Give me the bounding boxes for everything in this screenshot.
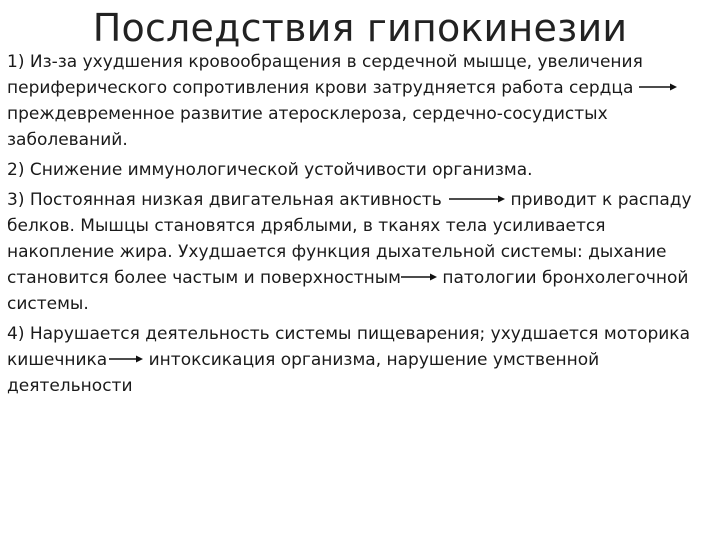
slide-content (7, 49, 712, 403)
text-segment: кишечника (7, 350, 108, 370)
text-segment: патологии бронхолегочной (437, 268, 689, 288)
point-3 (7, 187, 712, 317)
text-segment: периферического сопротивления крови затрудняется работа сердца (7, 78, 639, 98)
text-segment: становится более частым и поверхностным (7, 268, 401, 288)
slide-title: Последствия гипокинезии (92, 6, 628, 50)
point-4 (7, 321, 712, 399)
right-arrow-icon (401, 273, 437, 281)
text-line (7, 265, 712, 291)
text-segment: интоксикация организма, нарушение умственной (143, 350, 600, 370)
point-2 (7, 157, 712, 183)
text-line: заболеваний. (7, 130, 128, 150)
right-arrow-icon (107, 355, 143, 363)
text-line: системы. (7, 294, 89, 314)
right-arrow-icon (639, 83, 677, 91)
text-line: преждевременное развитие атеросклероза, сердечно-сосудистых (7, 104, 608, 124)
text-segment: 3) Постоянная низкая двигательная активность (7, 190, 448, 210)
right-arrow-icon (447, 195, 505, 203)
text-line: накопление жира. Ухудшается функция дыхательной системы: дыхание (7, 242, 667, 262)
text-segment: приводит к распаду (505, 190, 692, 210)
text-line: белков. Мышцы становятся дряблыми, в тканях тела усиливается (7, 216, 606, 236)
point-1 (7, 49, 712, 153)
text-line: 4) Нарушается деятельность системы пищеварения; ухудшается моторика (7, 324, 690, 344)
text-line: деятельности (7, 376, 133, 396)
text-line (7, 187, 712, 213)
text-line (7, 347, 712, 373)
text-line: 1) Из-за ухудшения кровообращения в сердечной мышце, увеличения (7, 52, 643, 72)
text-line: 2) Снижение иммунологической устойчивости организма. (7, 160, 533, 180)
text-line (7, 75, 712, 101)
